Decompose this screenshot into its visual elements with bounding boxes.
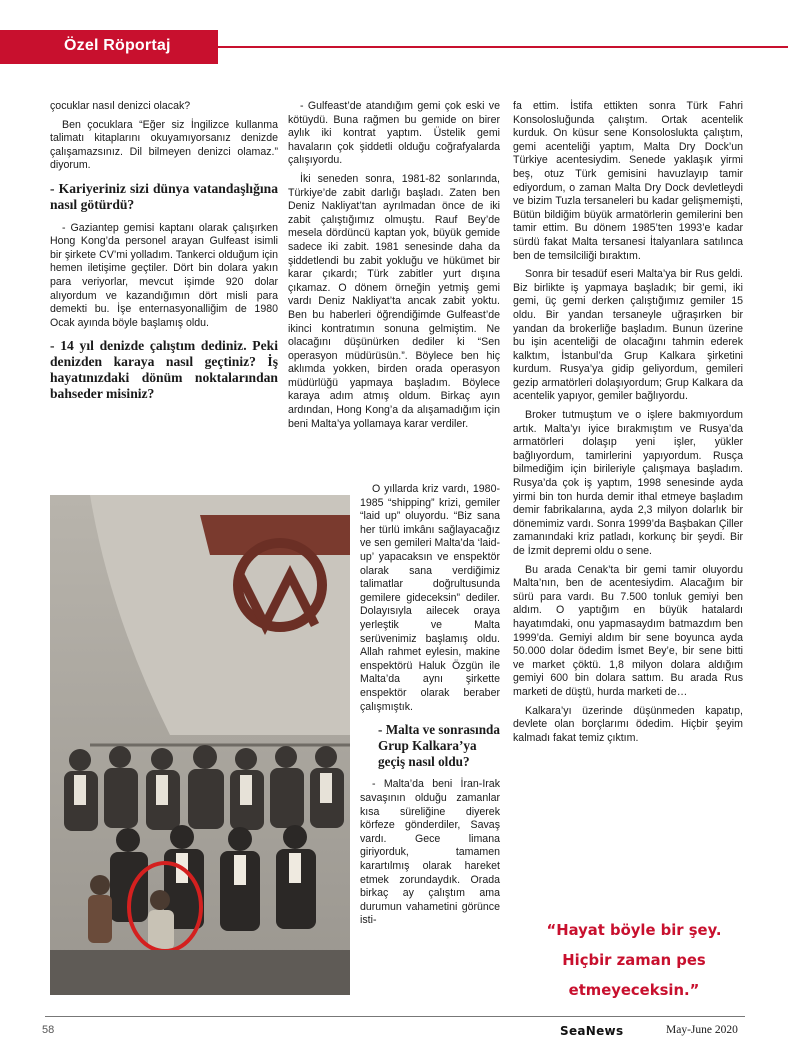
paragraph: - Malta’da beni İran-Irak savaşının olduğu zamanlar kısa süreliğine diyerek körfeze gönderdiler, Savaş vardı. Gece limana giriyorduk, tamamen karartılmış olarak hareket etmek zorundaydık. Orada birkaç ay çalıştım ama durumun vahametini görünce isti- [360,778,500,927]
paragraph: fa ettim. İstifa ettikten sonra Türk Fahri Konsolosluğunda çalıştım. Ortak acentelik kurduk. On küsur sene Konsoloslukta çalıştım, gemi acenteliği yaptım, Malta Dry Dock’un Türkiye acentesiydim. Senede yaklaşık yirmi beş, otuz Türk gemisini havuzlayıp tamir ediyordum, o zaman Malta Dry Dock devletleydi ve bizim Tuzla tersaneleri bu kadar gelişmemişti, Bütün bildiğim büyük armatörlerin gemilerini ben tamir ettim. Bu dönem 1985’ten 1993’e kadar sürdü fakat Malta tersanesi İtalyanlara satılınca ben de temsilciliği bıraktım. [513,100,743,262]
column-3 [513,100,743,750]
footer-rule [45,1016,745,1017]
paragraph: İki seneden sonra, 1981-82 sonlarında, Türkiye’de zabit darlığı başladı. Zaten ben Deniz Nakliyat’tan ayrılmadan önce de iki zabit çalıştığımız olmuştu. Rauf Bey’de mesela dördüncü kaptan yok, büyük gemide sadece iki zabit. 1981 senesinde daha da şiddetlendi bu zabit yokluğu ve hükümet bir karar çıkardı; Türk zabitler yurt dışına çıkamaz. O dönem örneğin yetmiş gemi vardı Deniz Nakliyat’ta ancak zabit yoktu. Ben bu haberleri öğrendiğimde Gulfeast’de ikinci kontratımın sonuna gelmiştim. Ne olacağını düşünürken dediler ki “Sen operasyon müdürüsün.”. Böylece ben hiç aklımda yokken, birden orada operasyon müdürlüğü yapmaya başladım. Böylece karaya adım atmış oldum. Birkaç ayın ardından, Hong Kong’a da alışamadığım için beni Malta’ya yollamaya karar verdiler. [288,172,500,430]
page-number: 58 [42,1024,55,1036]
paragraph: Sonra bir tesadüf eseri Malta’ya bir Rus geldi. Biz birlikte iş yapmaya başladık; bir gemi, iki gemi, üç gemi derken çalıştığımız gemiler 15 oldu. Bir yandan tersaneyle uğraşırken bir yandan da brokerliğe başladım. Bunun üzerine bu işin acenteliği de olacağını tahmin ederek kalktım, İstanbul’da Grup Kalkara şirketini kurdum. Rusya’ya gidip geliyordum, gemileri gezip armatörleri dolaşıyordum; Grup Kalkara da acentelik yapıyor, gemiler bağlıyordu. [513,268,743,403]
paragraph: Bu arada Cenak’ta bir gemi tamir oluyordu Malta’nın, ben de acentesiydim. Alacağım bir sürü para vardı. Bu 7.500 tonluk gemiyi ben aldım. O yaptığım en büyük hatalardı hayatımdaki, onu yapmasaydım batmazdım ben 1999’da. Gemiyi aldım bir sene boyunca ayda 50.000 dolar ödedim İsmet Bey’e, bir sene bitti ve market çöktü. 1,8 milyon dolara aldığım gemiyi 600 bin dolara sattım. Bu arada Rus marketi de düştü, hurda marketi de… [513,563,743,698]
paragraph: Kalkara’yı üzerinde düşünmeden kapatıp, devlete olan borçlarımı ödedim. Hiçbir şeyim kalmadı fakat temiz çıktım. [513,704,743,744]
pull-quote [513,916,755,1006]
pull-quote-line: Hiçbir zaman pes [562,952,706,969]
issue-date: May-June 2020 [666,1024,738,1036]
paragraph: - Gulfeast’de atandığım gemi çok eski ve kötüydü. Buna rağmen bu gemide on birer aylık iki kontrat yaptım. Üstelik gemi havaların çok şiddetli olduğu coğrafyalarda çalışıyordu. [288,100,500,167]
paragraph: çocuklar nasıl denizci olacak? [50,100,191,112]
paragraph: Broker tutmuştum ve o işlere bakmıyordum artık. Malta’yı iyice bırakmıştım ve Rusya’da armatörleri dolaşıp yeni işler, yükler bağlıyordum, tamirlerini yapıyordum. Rusça bilmediğim için birileriyle çalışmaya başladım. Rusya’da çok iş yaptım, 1998 senesinde ayda yirmi bin ton hurda demir ithal etmeye başladım demir fabrikalarına, ayda 2,3 milyon dolarlık bir dönemimiz vardı. Sonra 1999’da Başbakan Çiller zamanındaki kriz patladı, korkunç bir şeydi. Bir de İzmit depremi oldu o sene. [513,409,743,557]
section-header [0,30,218,64]
pull-quote-line: etmeyeceksin.” [568,982,700,999]
group-photo-illustration [50,495,350,995]
paragraph: Ben çocuklara “Eğer siz İngilizce kullanma talimatı kitaplarını okuyamıyorsanız denizde çalışamazsınız. Dil bilmeyen denizci olamaz.” diyorum. [50,118,278,172]
header-rule [218,46,788,48]
interview-question: - 14 yıl denizde çalıştım dediniz. Peki denizden karaya nasıl geçtiniz? İş hayatınızdaki dönüm noktalarından bahseder misiniz? [50,338,278,401]
magazine-logo: SeaNews [560,1024,624,1038]
pull-quote-line: “Hayat böyle bir şey. [546,922,722,939]
paragraph: O yıllarda kriz vardı, 1980-1985 “shipping” krizi, gemiler “laid up” oluyordu. “Biz sana her türlü imkânı sağlayacağız ve sen gemileri Malta’da ‘laid-up’ yapacaksın ve enspektör olarak sana verdiğimiz talimatlar doğrultusunda gemilere gideceksin” dediler. Dolayısıyla ailecek oraya yerleştik ve Malta serüvenimiz başlamış oldu. Allah rahmet eylesin, makine enspektörü Haluk Özgün ile Malta’da aynı şirkette enspektör olarak beraber çalışmıştık. [360,483,500,713]
group-photo [50,495,350,995]
column-2-lower [360,483,500,933]
interview-question: - Malta ve sonrasında Grup Kalkara’ya geçiş nasıl oldu? [378,722,500,769]
interview-question: - Kariyeriniz sizi dünya vatandaşlığına nasıl götürdü? [50,180,278,212]
column-1 [50,100,278,411]
column-2 [288,100,500,436]
section-title: Özel Röportaj [64,37,171,54]
paragraph: - Gaziantep gemisi kaptanı olarak çalışırken Hong Kong’da personel arayan Gulfeast isimli bir şirkete CV’mi yolladım. Tankerci olduğum için hemen iletişime geçtiler. Dört bin dolara yakın para veriyorlar, mevcut işimde 920 dolar alıyordum ve kazandığımın dört misli para demekti bu. İşe enternasyonalliğim de 1980 Ocak ayında böyle başlamış oldu. [50,221,278,329]
